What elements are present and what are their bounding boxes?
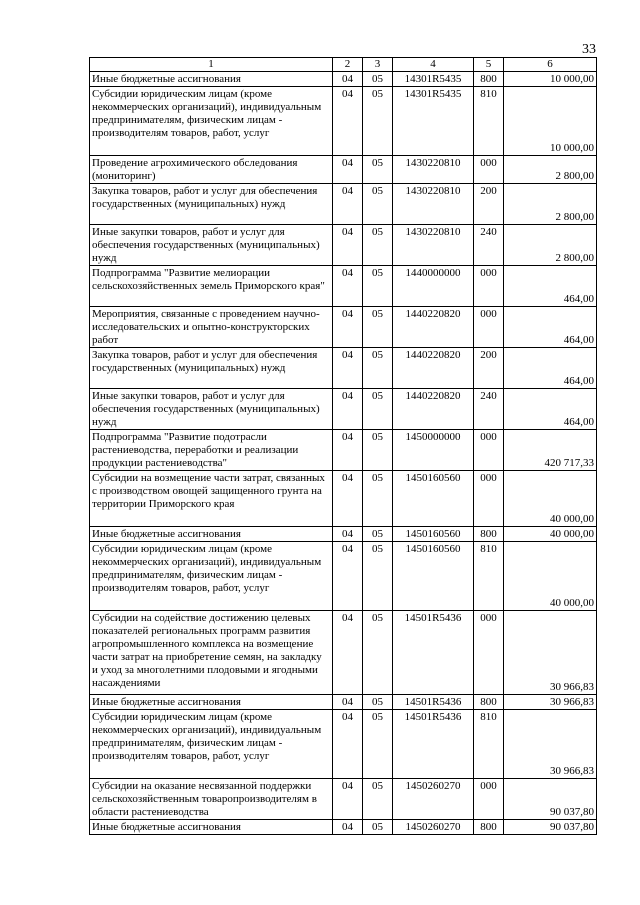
subsection-code-cell: 05 (363, 542, 393, 611)
section-code-cell: 04 (333, 72, 363, 87)
expense-type-cell: 810 (474, 87, 504, 156)
table-row (90, 266, 597, 307)
expense-type-cell: 800 (474, 527, 504, 542)
amount-cell: 420 717,33 (504, 430, 597, 471)
header-cell: 6 (504, 58, 597, 72)
table-row (90, 611, 597, 695)
target-article-cell: 1450160560 (393, 471, 474, 527)
header-cell: 3 (363, 58, 393, 72)
target-article-cell: 1440000000 (393, 266, 474, 307)
table-row (90, 307, 597, 348)
subsection-code-cell: 05 (363, 87, 393, 156)
expense-type-cell: 200 (474, 184, 504, 225)
expense-type-cell: 240 (474, 225, 504, 266)
table-row (90, 72, 597, 87)
amount-cell: 464,00 (504, 389, 597, 430)
target-article-cell: 14301R5435 (393, 87, 474, 156)
section-code-cell: 04 (333, 695, 363, 710)
target-article-cell: 1440220820 (393, 307, 474, 348)
subsection-code-cell: 05 (363, 471, 393, 527)
amount-cell: 2 800,00 (504, 184, 597, 225)
section-code-cell: 04 (333, 779, 363, 820)
header-row (90, 58, 597, 72)
row-name-cell: Подпрограмма "Развитие подотрасли растениеводства, переработки и реализации продукции растениеводства" (90, 430, 333, 471)
target-article-cell: 1450000000 (393, 430, 474, 471)
row-name-cell: Иные бюджетные ассигнования (90, 695, 333, 710)
subsection-code-cell: 05 (363, 820, 393, 835)
target-article-cell: 1430220810 (393, 184, 474, 225)
expense-type-cell: 000 (474, 156, 504, 184)
row-name-cell: Иные бюджетные ассигнования (90, 72, 333, 87)
table-row (90, 820, 597, 835)
amount-cell: 2 800,00 (504, 156, 597, 184)
subsection-code-cell: 05 (363, 225, 393, 266)
row-name-cell: Иные бюджетные ассигнования (90, 820, 333, 835)
amount-cell: 30 966,83 (504, 695, 597, 710)
row-name-cell: Закупка товаров, работ и услуг для обеспечения государственных (муниципальных) нужд (90, 184, 333, 225)
subsection-code-cell: 05 (363, 710, 393, 779)
target-article-cell: 1430220810 (393, 156, 474, 184)
subsection-code-cell: 05 (363, 72, 393, 87)
row-name-cell: Подпрограмма "Развитие мелиорации сельскохозяйственных земель Приморского края" (90, 266, 333, 307)
target-article-cell: 14501R5436 (393, 695, 474, 710)
amount-cell: 464,00 (504, 266, 597, 307)
table-row (90, 710, 597, 779)
section-code-cell: 04 (333, 266, 363, 307)
amount-cell: 2 800,00 (504, 225, 597, 266)
amount-cell: 40 000,00 (504, 527, 597, 542)
target-article-cell: 1430220810 (393, 225, 474, 266)
expense-type-cell: 000 (474, 307, 504, 348)
target-article-cell: 1440220820 (393, 389, 474, 430)
section-code-cell: 04 (333, 348, 363, 389)
target-article-cell: 14301R5435 (393, 72, 474, 87)
target-article-cell: 1450160560 (393, 527, 474, 542)
row-name-cell: Субсидии на возмещение части затрат, связанных с производством овощей защищенного грунта на территории Приморского края (90, 471, 333, 527)
table-row (90, 430, 597, 471)
section-code-cell: 04 (333, 87, 363, 156)
amount-cell: 30 966,83 (504, 710, 597, 779)
expense-type-cell: 000 (474, 266, 504, 307)
expense-type-cell: 800 (474, 695, 504, 710)
header-cell: 1 (90, 58, 333, 72)
table-row (90, 779, 597, 820)
table-row (90, 348, 597, 389)
target-article-cell: 14501R5436 (393, 611, 474, 695)
row-name-cell: Иные закупки товаров, работ и услуг для обеспечения государственных (муниципальных) нужд (90, 225, 333, 266)
subsection-code-cell: 05 (363, 156, 393, 184)
row-name-cell: Проведение агрохимического обследования (мониторинг) (90, 156, 333, 184)
row-name-cell: Субсидии юридическим лицам (кроме некоммерческих организаций), индивидуальным предпринимателям, физическим лицам - производителям товаров, работ, услуг (90, 710, 333, 779)
section-code-cell: 04 (333, 225, 363, 266)
section-code-cell: 04 (333, 542, 363, 611)
row-name-cell: Субсидии на содействие достижению целевых показателей региональных программ развития агропромышленного комплекса на возмещение части затрат на приобретение семян, на закладку и уход за многолетними плодовыми и ягодными насаждениями (90, 611, 333, 695)
section-code-cell: 04 (333, 307, 363, 348)
table-row (90, 156, 597, 184)
table-row (90, 471, 597, 527)
row-name-cell: Иные бюджетные ассигнования (90, 527, 333, 542)
section-code-cell: 04 (333, 156, 363, 184)
subsection-code-cell: 05 (363, 430, 393, 471)
subsection-code-cell: 05 (363, 611, 393, 695)
target-article-cell: 1440220820 (393, 348, 474, 389)
expense-type-cell: 240 (474, 389, 504, 430)
subsection-code-cell: 05 (363, 184, 393, 225)
subsection-code-cell: 05 (363, 389, 393, 430)
row-name-cell: Субсидии юридическим лицам (кроме некоммерческих организаций), индивидуальным предпринимателям, физическим лицам - производителям товаров, работ, услуг (90, 87, 333, 156)
expense-type-cell: 000 (474, 430, 504, 471)
row-name-cell: Субсидии юридическим лицам (кроме некоммерческих организаций), индивидуальным предпринимателям, физическим лицам - производителям товаров, работ, услуг (90, 542, 333, 611)
expense-type-cell: 200 (474, 348, 504, 389)
expense-type-cell: 800 (474, 72, 504, 87)
target-article-cell: 1450160560 (393, 542, 474, 611)
table-row (90, 389, 597, 430)
amount-cell: 10 000,00 (504, 72, 597, 87)
expense-type-cell: 000 (474, 471, 504, 527)
section-code-cell: 04 (333, 710, 363, 779)
target-article-cell: 1450260270 (393, 820, 474, 835)
section-code-cell: 04 (333, 184, 363, 225)
amount-cell: 30 966,83 (504, 611, 597, 695)
subsection-code-cell: 05 (363, 348, 393, 389)
expense-type-cell: 000 (474, 779, 504, 820)
table-row (90, 695, 597, 710)
amount-cell: 90 037,80 (504, 779, 597, 820)
budget-table (89, 57, 597, 835)
table-row (90, 225, 597, 266)
expense-type-cell: 800 (474, 820, 504, 835)
expense-type-cell: 000 (474, 611, 504, 695)
subsection-code-cell: 05 (363, 527, 393, 542)
table-row (90, 527, 597, 542)
header-cell: 2 (333, 58, 363, 72)
amount-cell: 464,00 (504, 307, 597, 348)
section-code-cell: 04 (333, 471, 363, 527)
section-code-cell: 04 (333, 389, 363, 430)
section-code-cell: 04 (333, 527, 363, 542)
section-code-cell: 04 (333, 820, 363, 835)
expense-type-cell: 810 (474, 542, 504, 611)
amount-cell: 464,00 (504, 348, 597, 389)
table-row (90, 184, 597, 225)
amount-cell: 40 000,00 (504, 542, 597, 611)
section-code-cell: 04 (333, 430, 363, 471)
row-name-cell: Субсидии на оказание несвязанной поддержки сельскохозяйственным товаропроизводителям в области растениеводства (90, 779, 333, 820)
header-cell: 5 (474, 58, 504, 72)
amount-cell: 10 000,00 (504, 87, 597, 156)
expense-type-cell: 810 (474, 710, 504, 779)
subsection-code-cell: 05 (363, 266, 393, 307)
page-number: 33 (582, 42, 596, 57)
row-name-cell: Иные закупки товаров, работ и услуг для обеспечения государственных (муниципальных) нужд (90, 389, 333, 430)
amount-cell: 90 037,80 (504, 820, 597, 835)
subsection-code-cell: 05 (363, 779, 393, 820)
row-name-cell: Закупка товаров, работ и услуг для обеспечения государственных (муниципальных) нужд (90, 348, 333, 389)
subsection-code-cell: 05 (363, 307, 393, 348)
table-row (90, 87, 597, 156)
table-row (90, 542, 597, 611)
amount-cell: 40 000,00 (504, 471, 597, 527)
target-article-cell: 14501R5436 (393, 710, 474, 779)
subsection-code-cell: 05 (363, 695, 393, 710)
target-article-cell: 1450260270 (393, 779, 474, 820)
section-code-cell: 04 (333, 611, 363, 695)
header-cell: 4 (393, 58, 474, 72)
row-name-cell: Мероприятия, связанные с проведением научно-исследовательских и опытно-конструкторских работ (90, 307, 333, 348)
